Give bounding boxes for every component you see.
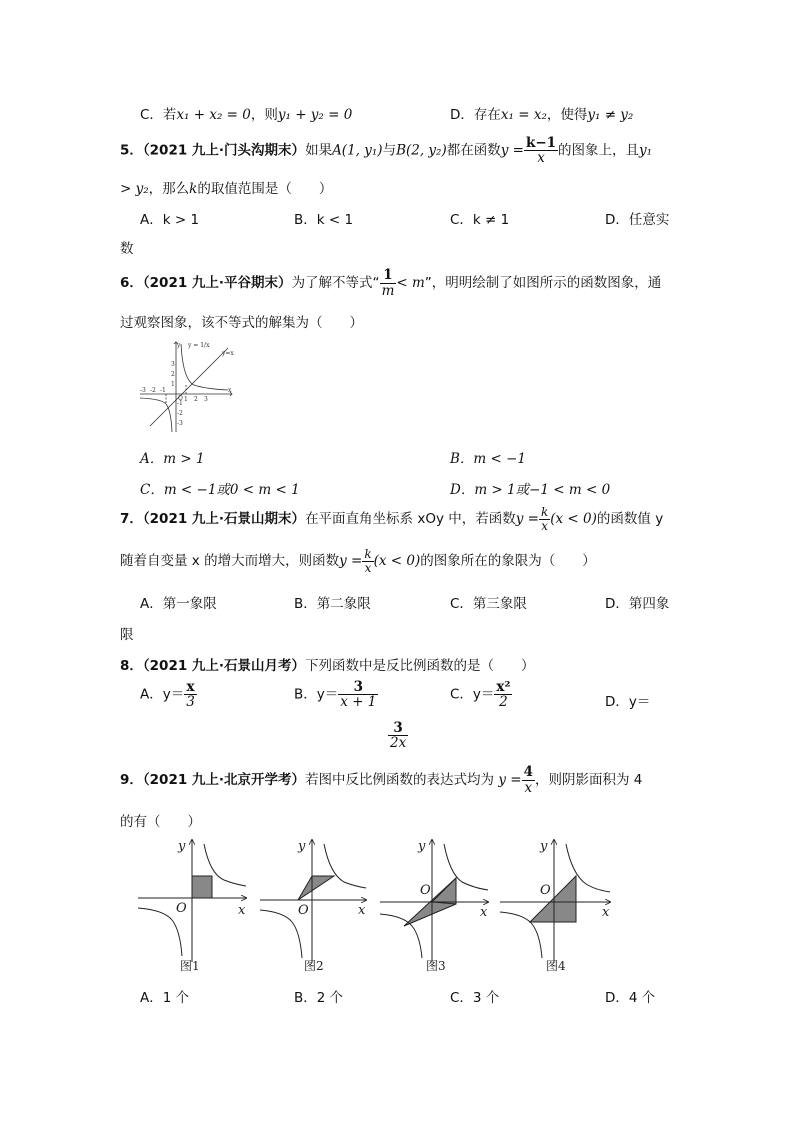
q6-stem-line1 [120,268,661,298]
q7-source: （2021 九上·石景山期末） [142,511,306,527]
q5-stem-text2: 与 [382,142,397,159]
q6-graph [136,338,236,436]
q9-option-b[interactable] [294,986,343,1006]
q7-stem-text2: 的函数值 y [596,511,664,527]
q7-option-a[interactable] [140,592,217,612]
q6-stem-line2 [120,311,363,331]
q5-k: k [189,181,198,197]
q5-option-a-text: A．k > 1 [140,212,200,228]
q9-fig3-y-label: y [418,839,426,854]
q5-point-a: A(1, y₁) [332,142,383,159]
q8-option-c-fraction [494,680,512,709]
q6-tick-ym2: -2 [177,410,183,417]
q7-option-b-text: B．第二象限 [294,596,371,612]
q4-option-c-result: y₁ + y₂ = 0 [277,107,353,123]
q4-option-c-prefix: C．若 [140,107,177,123]
q9-caption-fig3: 图3 [426,959,446,973]
q5-option-c-text: C．k ≠ 1 [450,212,510,228]
q6-inequality-numerator: 1 [380,268,397,283]
q9-option-c[interactable] [450,986,499,1006]
q5-number: 5． [120,142,143,159]
q7-function2-fraction [362,548,373,574]
q5-stem-line1 [120,136,652,165]
q6-y-label: y [177,342,181,349]
q5-stem-line2 [120,177,332,197]
q9-fig4-y-label: y [540,839,548,854]
q9-figure-2 [260,840,366,962]
q7-function-fraction [539,506,550,532]
q9-number: 9． [120,772,143,788]
q7-stem-text3: 随着自变量 x 的增大而增大，则函数 [120,553,340,569]
q9-stem-line1 [120,763,642,797]
q6-line-label: y=x [222,350,234,357]
q9-fig4-origin: O [540,883,551,898]
q9-option-c-text: C．3 个 [450,990,500,1006]
q5-function-denominator: x [537,150,545,167]
q6-stem-text2: ”，明明绘制了如图所示的函数图象，通 [424,275,662,291]
q6-tick-ym3: -3 [177,420,183,427]
q9-option-a-text: A．1 个 [140,990,190,1006]
q9-option-d-text: D．4 个 [605,990,656,1006]
q9-option-b-text: B．2 个 [294,990,344,1006]
q6-inequality-fraction [380,268,397,297]
q8-option-a-denominator: 3 [186,694,195,711]
q7-number: 7． [120,511,143,527]
q8-option-b-fraction [338,680,378,709]
q9-option-a[interactable] [140,986,189,1006]
q5-stem-text1: 如果 [305,142,333,159]
q5-stem-text6: 的取值范围是（ ） [197,181,333,197]
q6-inequality-denominator: m [381,282,395,299]
q5-point-b: B(2, y₂) [396,142,447,159]
q6-option-a[interactable] [140,447,205,467]
q8-stem-text: 下列函数中是反比例函数的是（ ） [305,658,535,674]
q9-function-fraction [522,765,535,794]
q7-stem-text4: 的图象所在的象限为（ ） [420,553,596,569]
q6-stem-text1: 为了解不等式“ [291,275,380,291]
q7-stem-line1 [120,504,663,534]
q9-fig2-origin: O [298,903,309,918]
q6-option-b-text: B．m < −1 [450,451,527,467]
q4-option-d-result: y₁ ≠ y₂ [587,107,634,123]
q7-stem-line2 [120,546,596,576]
q9-fig2-y-label: y [298,839,306,854]
q8-option-a-fraction [184,680,197,709]
q8-option-a[interactable] [140,680,197,709]
q5-option-d[interactable] [605,208,669,228]
q9-figure-3 [380,840,488,962]
q7-option-d-wrap [120,623,134,643]
q5-function-lhs: y = [500,142,524,159]
q8-option-d-fraction-wrap [388,721,408,750]
q5-function-fraction [524,136,558,165]
q8-stem [120,654,535,674]
q9-fig1-shaded-rect [192,876,212,898]
q7-option-d-text: D．第四象 [605,596,670,612]
q9-stem-text3: 的有（ ） [120,814,201,830]
q7-function2-denominator: x [364,560,372,575]
q5-option-a[interactable] [140,208,199,228]
q9-fig4-x-label: x [602,905,610,920]
q7-function2-condition: (x < 0) [373,553,421,569]
q6-tick-y2: 2 [171,371,175,378]
q6-tick-xm2: -2 [150,387,156,394]
q4-option-c[interactable] [140,103,352,123]
q6-hyperbola-branch-2 [140,398,172,432]
q9-fig1-origin: O [176,901,187,916]
q6-tick-ym1: -1 [177,400,183,407]
q9-fig3-shaded-triangle-2 [432,878,456,904]
q8-number: 8． [120,658,143,674]
q9-stem-text2: ，则阴影面积为 4 [535,772,643,788]
q7-option-c[interactable] [450,592,527,612]
q9-fig2-x-label: x [358,903,366,918]
q9-fig2-branch-2 [260,910,302,958]
q6-tick-y3: 3 [171,361,175,368]
q8-option-d-denominator: 2x [390,735,407,752]
q9-option-d[interactable] [605,986,655,1006]
q6-tick-x2: 2 [194,396,198,403]
q9-fig4-shaded-triangle [530,876,576,922]
q6-option-d-text: D．m > 1或−1 < m < 0 [450,482,611,498]
q8-option-c-denominator: 2 [499,694,508,711]
q9-fig3-x-label: x [480,905,488,920]
q9-fig2-shaded-triangle [298,876,334,900]
q4-option-d[interactable] [450,103,633,123]
q6-option-c[interactable] [140,478,300,498]
q7-function-numerator: k [540,504,549,519]
q6-tick-xm1: -1 [160,387,166,394]
q7-option-a-text: A．第一象限 [140,596,217,612]
q9-fig1-y-label: y [178,839,186,854]
q4-option-d-prefix: D．存在 [450,107,501,123]
q4-option-c-mid: ，则 [250,107,278,123]
q9-stem-line2 [120,810,201,830]
q9-fig3-origin: O [420,883,431,898]
q6-number: 6． [120,275,143,291]
q7-function-lhs: y = [515,511,539,527]
q5-source: （2021 九上·门头沟期末） [142,142,306,159]
q5-option-d-wrap [120,237,134,257]
q4-option-c-condition: x₁ + x₂ = 0 [176,107,251,123]
q5-option-b[interactable] [294,208,353,228]
q8-option-d-prefix: D．y＝ [605,694,651,710]
q5-stem-text4: 的图象上，且 [558,142,640,159]
q8-option-d-fraction [388,721,408,750]
q9-caption-fig2: 图2 [304,959,324,973]
q6-option-c-text: C．m < −1或0 < m < 1 [140,482,300,498]
q8-option-a-prefix: A．y＝ [140,686,185,703]
q8-option-a-numerator: x [184,680,197,695]
q9-function-lhs: y = [498,772,522,788]
q7-option-d[interactable] [605,592,669,612]
q6-x-label: x [228,387,232,394]
q9-figures [134,834,634,974]
q6-option-a-text: A．m > 1 [140,451,205,467]
q4-option-d-mid: ，使得 [546,107,588,123]
q6-option-d[interactable] [450,478,610,498]
q5-y1: y₁ [639,142,653,159]
q8-option-b-denominator: x + 1 [340,694,377,711]
q7-stem-text1: 在平面直角坐标系 xOy 中，若函数 [305,511,516,527]
q7-option-d-wrap-text: 限 [120,627,134,643]
q5-option-b-text: B．k < 1 [294,212,354,228]
q7-function2-numerator: k [364,546,372,561]
q5-option-c[interactable] [450,208,509,228]
q9-fig1-x-label: x [238,903,246,918]
q5-stem-text5: ，那么 [148,181,190,197]
q9-fig2-branch-1 [324,844,366,888]
q7-function2-lhs: y = [339,553,363,569]
q9-figure-4 [500,840,610,962]
q5-option-d-wrap-text: 数 [120,241,134,257]
q6-tick-xm3: -3 [140,387,146,394]
q6-tick-y1: 1 [171,381,175,388]
q6-stem-text3: 过观察图象，该不等式的解集为（ ） [120,315,363,331]
q8-source: （2021 九上·石景山月考） [142,658,306,674]
q9-caption-fig4: 图4 [546,959,566,973]
q9-figure-1 [138,840,246,962]
q9-stem-text1: 若图中反比例函数的表达式均为 [305,772,495,788]
q5-option-d-text: D．任意实 [605,212,670,228]
q7-option-c-text: C．第三象限 [450,596,527,612]
q5-stem-text3: 都在函数 [446,142,501,159]
q6-hyperbola-branch-1 [181,344,228,390]
q7-function-denominator: x [541,518,549,533]
q7-option-b[interactable] [294,592,371,612]
q9-source: （2021 九上·北京开学考） [142,772,306,788]
q8-option-d-numerator: 3 [388,721,408,736]
q5-function-numerator: k−1 [525,135,557,151]
q4-option-d-condition: x₁ = x₂ [500,107,547,123]
q8-option-c-numerator: x² [496,679,511,695]
q8-option-c-prefix: C．y＝ [450,686,495,703]
q6-tick-x1: 1 [184,396,188,403]
q9-function-denominator: x [524,779,533,796]
q8-option-d[interactable] [605,690,650,710]
q9-function-numerator: 4 [523,764,533,781]
q6-option-b[interactable] [450,447,526,467]
q6-origin-label: O [178,395,183,402]
q7-function-condition: (x < 0) [550,511,597,527]
q6-tick-x3: 3 [204,396,208,403]
q8-option-b[interactable] [294,680,378,709]
q8-option-b-numerator: 3 [338,680,378,695]
q6-source: （2021 九上·平谷期末） [142,275,292,291]
q5-inequality: > y₂ [120,181,149,197]
q8-option-b-prefix: B．y＝ [294,686,339,703]
q9-caption-fig1: 图1 [180,959,200,973]
q6-inequality-rest: < m [396,275,425,291]
q6-hyperbola-label: y = 1/x [188,342,210,349]
q8-option-c[interactable] [450,680,512,709]
